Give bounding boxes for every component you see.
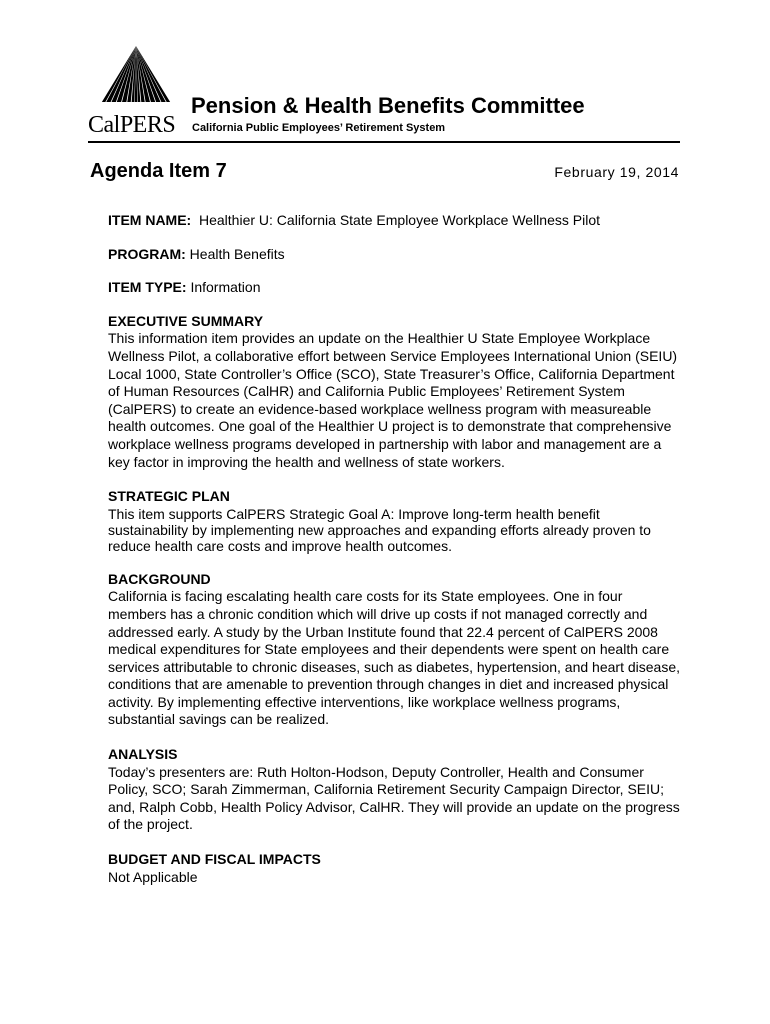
budget-heading: BUDGET AND FISCAL IMPACTS	[108, 851, 321, 868]
calpers-logo-wordmark: CalPERS	[88, 112, 176, 138]
agenda-item-heading: Agenda Item 7	[90, 160, 227, 182]
strategic-plan-heading: STRATEGIC PLAN	[108, 488, 230, 505]
meeting-date: February 19, 2014	[554, 164, 679, 180]
strategic-plan-section	[108, 488, 682, 554]
executive-summary-body: This information item provides an update on the Healthier U State Employee Workplace Wellness Pilot, a collaborative effort between Service Employees International Union (SEIU) Local 1000, State Controller’s Office (SCO), State Treasurer’s Office, California Department of Human Resources (CalHR) and California Public Employees’ Retirement System (CalPERS) to create an evidence-based workplace wellness program with measureable health outcomes. One goal of the Healthier U project is to demonstrate that comprehensive workplace wellness programs developed in partnership with labor and management are a key factor in improving the health and wellness of state workers.	[108, 330, 678, 470]
header-divider	[88, 141, 680, 143]
item-type-field	[108, 279, 682, 297]
analysis-heading: ANALYSIS	[108, 746, 178, 763]
agenda-content	[108, 212, 682, 903]
program-field	[108, 246, 682, 264]
budget-body: Not Applicable	[108, 868, 198, 885]
program-value: Health Benefits	[189, 245, 285, 262]
calpers-logo-icon	[96, 44, 176, 122]
strategic-plan-body: This item supports CalPERS Strategic Goal A: Improve long-term health benefit sustainability by implementing new approaches and expanding efforts already proven to reduce health care costs and improve health outcomes.	[108, 505, 651, 554]
item-name-value: Healthier U: California State Employee Workplace Wellness Pilot	[199, 212, 600, 228]
executive-summary-heading: EXECUTIVE SUMMARY	[108, 312, 264, 329]
item-name-field	[108, 212, 682, 230]
budget-section	[108, 851, 682, 886]
committee-title: Pension & Health Benefits Committee	[191, 93, 585, 118]
background-heading: BACKGROUND	[108, 570, 211, 587]
item-name-label: ITEM NAME:	[108, 212, 192, 228]
item-type-label: ITEM TYPE:	[108, 279, 187, 296]
background-body: California is facing escalating health care costs for its State employees. One in four members has a chronic condition which will drive up costs if not managed correctly and addressed early. A study by the Urban Institute found that 22.4 percent of CalPERS 2008 medical expenditures for State employees and their dependents were spent on health care services attributable to chronic diseases, such as diabetes, hypertension, and heart disease, conditions that are amenable to prevention through changes in diet and increased physical activity. By implementing effective interventions, like workplace wellness programs, substantial savings can be realized.	[108, 588, 680, 728]
background-section	[108, 571, 682, 729]
executive-summary-section	[108, 313, 682, 471]
organization-subtitle: California Public Employees’ Retirement System	[192, 122, 446, 134]
analysis-section	[108, 746, 682, 834]
analysis-body: Today’s presenters are: Ruth Holton-Hodson, Deputy Controller, Health and Consumer Policy, SCO; Sarah Zimmerman, California Retirement Security Campaign Director, SEIU; and, Ralph Cobb, Health Policy Advisor, CalHR. They will provide an update on the progress of the project.	[108, 763, 680, 833]
program-label: PROGRAM:	[108, 245, 186, 262]
item-type-value: Information	[190, 279, 261, 296]
